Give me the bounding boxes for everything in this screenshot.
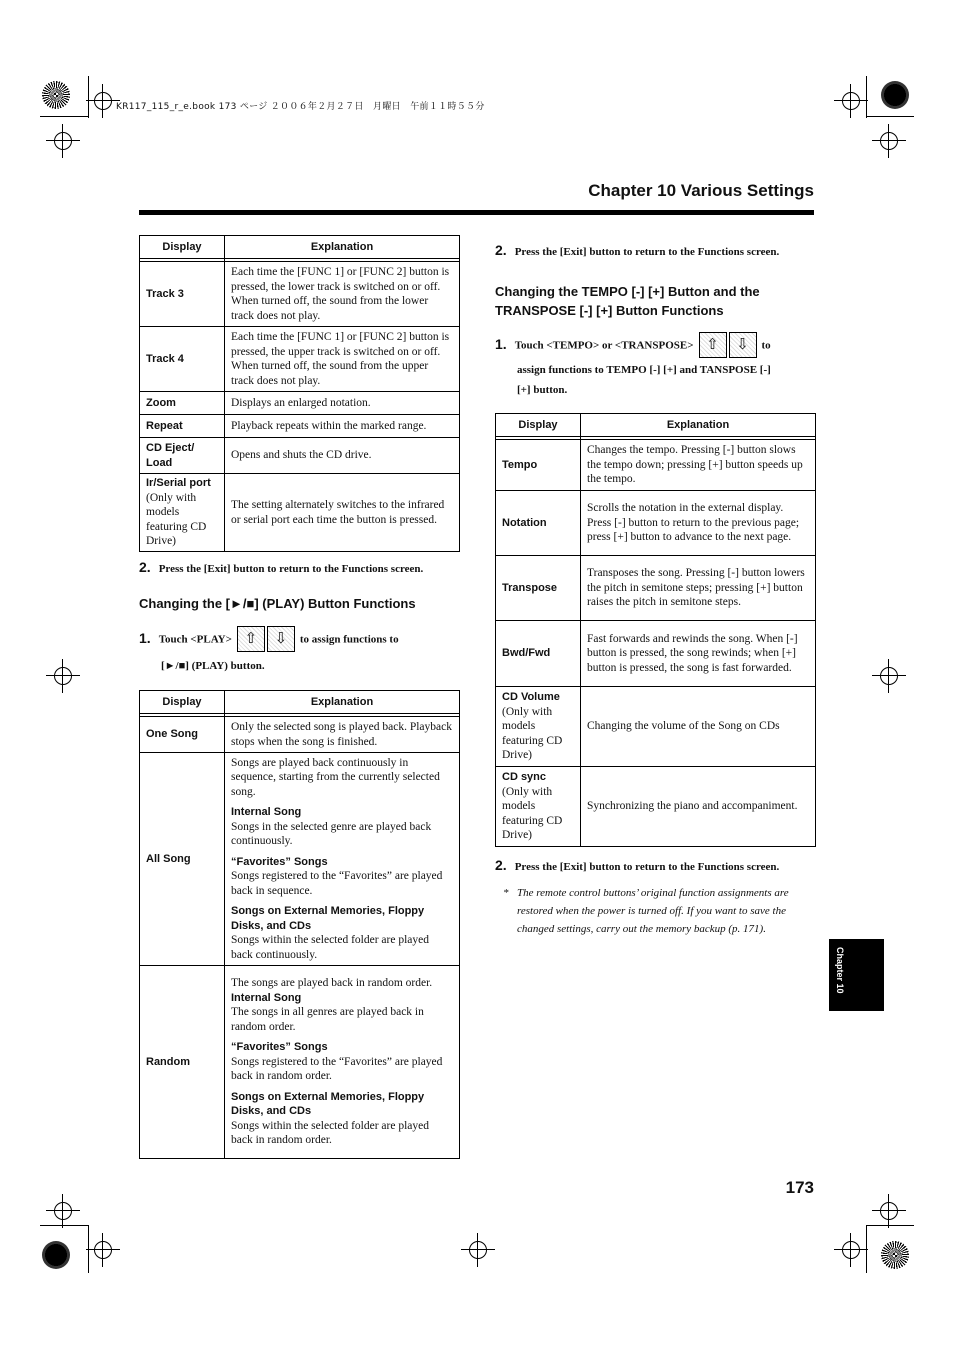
table-row [140,262,460,327]
explanation-cell: Changes the tempo. Pressing [-] button slows the tempo down; pressing [+] button speeds up the tempo. [581,440,816,491]
step-number: 2. [495,242,507,258]
subheading: Songs on External Memories, Floppy Disks, and CDs [231,905,425,932]
step-number: 2. [495,857,507,873]
step-text: Press the [Exit] button to return to the Functions screen. [514,246,780,258]
up-arrow-icon: ⇧ [699,332,727,358]
heading-line: TRANSPOSE [-] [+] Button Functions [495,303,724,318]
explanation-cell: Scrolls the notation in the external display. Press [-] button to return to the previous page; press [+] button to advance to the next page. [581,491,816,556]
explanation-text: Songs registered to the “Favorites” are played back in sequence. [231,870,443,897]
subheading: Internal Song [231,806,302,819]
crosshair-icon [94,1241,112,1259]
table-header-row [496,414,816,437]
step-text: Press the [Exit] button to return to the Functions screen. [514,861,780,873]
explanation-text: Songs in the selected genre are played back continuously. [231,820,432,848]
display-cell: Bwd/Fwd [496,621,581,687]
display-cell: CD Eject/ Load [140,438,225,474]
crosshair-icon [880,667,898,685]
explanation-cell: Transposes the song. Pressing [-] button lowers the pitch in semitone steps; pressing [+] button raises the pitch in semitone steps. [581,556,816,621]
section-heading-play: Changing the [►/■] (PLAY) Button Functions [139,596,416,611]
explanation-cell: Playback repeats within the marked range. [225,415,460,438]
step-text: to assign functions to [299,633,399,646]
registration-mark-icon [42,1241,70,1269]
registration-mark-icon [881,1241,909,1269]
display-cell [496,767,581,847]
table-row [140,438,460,474]
column-header: Explanation [225,691,460,714]
display-cell: Tempo [496,440,581,491]
column-header: Explanation [581,414,816,437]
step-text: to [761,339,771,352]
explanation-cell: Displays an enlarged notation. [225,392,460,415]
table-row [496,440,816,491]
crosshair-icon [94,92,112,110]
explanation-text: The songs in all genres are played back in random order. [231,1006,424,1033]
table-header-row [140,236,460,259]
file-info: KR117_115_r_e.book 173 ページ ２００６年２月２７日 月曜日 午前１１時５５分 [116,102,485,112]
table-row [496,687,816,767]
explanation-text: Songs within the selected folder are played back in random order. [231,1119,429,1147]
subheading: Internal Song [231,991,302,1004]
display-cell: Notation [496,491,581,556]
registration-mark-icon [881,81,909,109]
column-header: Display [496,414,581,437]
display-label: Ir/Serial port [146,477,211,490]
crosshair-icon [842,1241,860,1259]
table-row [496,621,816,687]
column-header: Explanation [225,236,460,259]
table-header-row [140,691,460,714]
section-heading-tempo [495,282,760,320]
step-text-continued: [►/■] (PLAY) button. [161,660,265,672]
display-note: (Only with models featuring CD Drive) [502,705,563,762]
display-label: CD Volume [502,691,560,704]
step-number: 1. [139,629,151,646]
explanation-cell: Synchronizing the piano and accompaniment. [581,767,816,847]
crosshair-icon [54,1202,72,1220]
crosshair-icon [880,1202,898,1220]
table-row [140,327,460,392]
explanation-cell: Only the selected song is played back. Playback stops when the song is finished. [225,717,460,753]
explanation-cell: Each time the [FUNC 1] or [FUNC 2] button is pressed, the upper track is switched on or off. When turned off, the sound from the upper track does not play. [225,327,460,392]
side-tab-label: Chapter 10 [835,947,845,994]
header-rule [139,210,814,215]
subheading: Songs on External Memories, Floppy Disks, and CDs [231,1090,425,1118]
display-cell: All Song [140,753,225,966]
table-row [140,474,460,552]
table-row [496,556,816,621]
table-row [496,767,816,847]
chapter-side-tab [829,939,884,1011]
explanation-intro: Songs are played back continuously in sequence, starting from the currently selected song. [231,756,440,798]
down-arrow-icon: ⇩ [729,332,757,358]
column-header: Display [140,236,225,259]
registration-mark-icon [42,81,70,109]
display-cell [140,474,225,552]
display-table-1 [139,235,460,552]
table-row [140,966,460,1159]
page-number: 173 [785,1178,814,1197]
display-cell: One Song [140,717,225,753]
step-number: 2. [139,559,151,575]
step-text-continued: assign functions to TEMPO [-] [+] and TANSPOSE [-] [517,364,771,376]
display-cell [496,687,581,767]
subheading: “Favorites” Songs [231,1041,328,1054]
step-2-right-bottom [495,857,825,875]
up-arrow-icon: ⇧ [237,626,265,652]
display-cell: Track 4 [140,327,225,392]
display-cell: Track 3 [140,262,225,327]
explanation-cell: The setting alternately switches to the infrared or serial port each time the button is pressed. [225,474,460,552]
step-number: 1. [495,335,507,352]
down-arrow-icon: ⇩ [267,626,295,652]
display-cell: Random [140,966,225,1159]
step-2-right-top [495,242,825,260]
table-row [496,491,816,556]
display-table-2 [139,690,460,1159]
table-row [140,753,460,966]
explanation-cell: Each time the [FUNC 1] or [FUNC 2] button is pressed, the lower track is switched on or off. When turned off, the sound from the lower track does not play. [225,262,460,327]
explanation-intro: The songs are played back in random order. [231,977,433,990]
step-1-right [495,332,825,358]
crosshair-icon [842,92,860,110]
display-note: (Only with models featuring CD Drive) [502,785,563,842]
subheading: “Favorites” Songs [231,855,328,868]
table-row [140,717,460,753]
table-row [140,392,460,415]
crosshair-icon [469,1241,487,1259]
explanation-cell: Changing the volume of the Song on CDs [581,687,816,767]
note-mark: * [503,887,509,899]
step-2-left [139,559,469,577]
display-note: (Only with models featuring CD Drive) [146,491,207,548]
display-table-3 [495,413,816,847]
step-text: Touch <TEMPO> or <TRANSPOSE> [514,339,694,352]
explanation-text: Songs registered to the “Favorites” are played back in random order. [231,1055,443,1083]
crosshair-icon [880,132,898,150]
explanation-cell [225,753,460,966]
heading-line: Changing the TEMPO [-] [+] Button and the [495,284,760,299]
explanation-cell: Fast forwards and rewinds the song. When [-] button is pressed, the song rewinds; when [+] button is pressed, the song is fast forwarded. [581,621,816,687]
crosshair-icon [54,667,72,685]
display-cell: Repeat [140,415,225,438]
step-text: Touch <PLAY> [158,633,232,646]
display-cell: Zoom [140,392,225,415]
step-1-left [139,626,469,652]
display-cell: Transpose [496,556,581,621]
crosshair-icon [54,132,72,150]
memory-note: The remote control buttons’ original function assignments are restored when the power is turned off. If you want to save the changed settings, carry out the memory backup (p. 171). [517,887,789,935]
chapter-title: Chapter 10 Various Settings [588,181,814,200]
column-header: Display [140,691,225,714]
explanation-cell [225,966,460,1159]
display-label: CD sync [502,771,547,784]
step-text: Press the [Exit] button to return to the Functions screen. [158,563,424,575]
explanation-text: Songs within the selected folder are played back continuously. [231,934,429,961]
explanation-cell: Opens and shuts the CD drive. [225,438,460,474]
table-row [140,415,460,438]
step-text-continued: [+] button. [517,384,568,396]
